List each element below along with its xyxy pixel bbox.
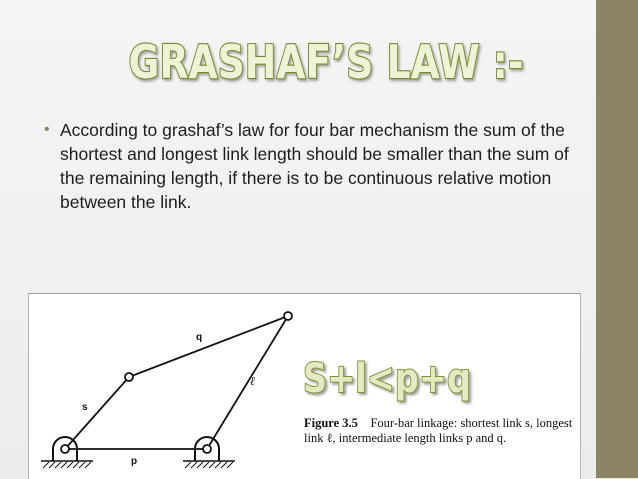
bullet-marker: • xyxy=(44,121,50,138)
grashof-formula: S+l<p+q xyxy=(303,356,471,402)
bullet-text: According to grashaf’s law for four bar mechanism the sum of the shortest and longest link length should be smaller than the sum of the remaining length, if there is to be continuous relative motion between the link. xyxy=(60,120,569,212)
label-s: s xyxy=(82,402,88,413)
slide-title: GRASHAF’S LAW :- xyxy=(128,35,524,89)
label-l: ℓ xyxy=(250,374,255,388)
caption-text: Four-bar linkage: shortest link s, longest link ℓ, intermediate length links p and q. xyxy=(304,416,573,445)
label-q: q xyxy=(196,332,203,343)
label-p: p xyxy=(131,456,138,467)
caption-label: Figure 3.5 xyxy=(304,416,358,430)
